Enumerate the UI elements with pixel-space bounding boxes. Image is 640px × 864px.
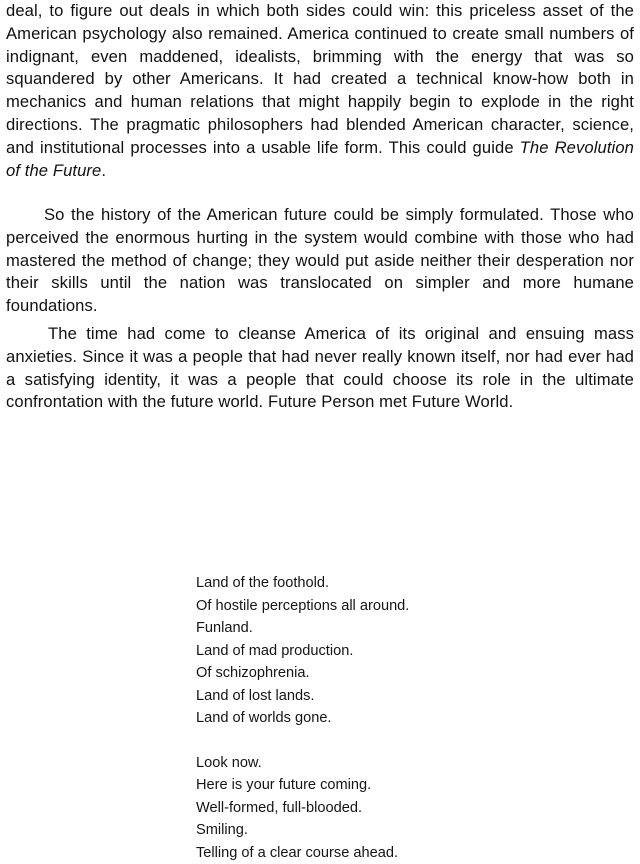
poem-line: Smiling. — [196, 819, 409, 842]
poem-line: Here is your future coming. — [196, 774, 409, 797]
poem — [196, 572, 409, 864]
poem-line: Funland. — [196, 617, 409, 640]
paragraph-3-text: The time had come to cleanse America of its original and ensuing mass anxieties. Since it was a people that had never really known itself, nor had ever had a satisfying identity, it was a people that could choose its role in the ultimate confrontation with the future world. Future Person met Future World. — [6, 323, 634, 414]
paragraph-1-end: . — [101, 161, 106, 180]
paragraph-3 — [6, 323, 634, 414]
paragraph-2-text: So the history of the American future could be simply formulated. Those who perceived the enormous hurting in the system would combine with those who had mastered the method of change; they would put aside neither their desperation nor their skills until the nation was translocated on simpler and more humane foundations. — [6, 204, 634, 318]
poem-line: Land of worlds gone. — [196, 707, 409, 730]
paragraph-1 — [6, 0, 634, 182]
poem-stanza-2 — [196, 752, 409, 864]
poem-stanza-1 — [196, 572, 409, 730]
paragraph-1-text: deal, to figure out deals in which both sides could win: this priceless asset of the American psychology also remained. America continued to create small numbers of indignant, even maddened, idealists, brimming with the energy that was so squandered by other Americans. It had created a technical know-how both in mechanics and human relations that might happily begin to explode in the right directions. The pragmatic philosophers had blended American character, science, and institutional processes into a usable life form. This could guide — [6, 1, 634, 157]
poem-line: Land of lost lands. — [196, 685, 409, 708]
poem-line: Look now. — [196, 752, 409, 775]
poem-line: Well-formed, full-blooded. — [196, 797, 409, 820]
poem-line: Land of mad production. — [196, 640, 409, 663]
poem-line: Land of the foothold. — [196, 572, 409, 595]
stanza-break — [196, 730, 409, 752]
poem-line: Of schizophrenia. — [196, 662, 409, 685]
book-title-italic: The Revolution of the Future — [6, 138, 634, 180]
poem-line: Telling of a clear course ahead. — [196, 842, 409, 864]
poem-line: Of hostile perceptions all around. — [196, 595, 409, 618]
paragraph-2 — [6, 204, 634, 318]
